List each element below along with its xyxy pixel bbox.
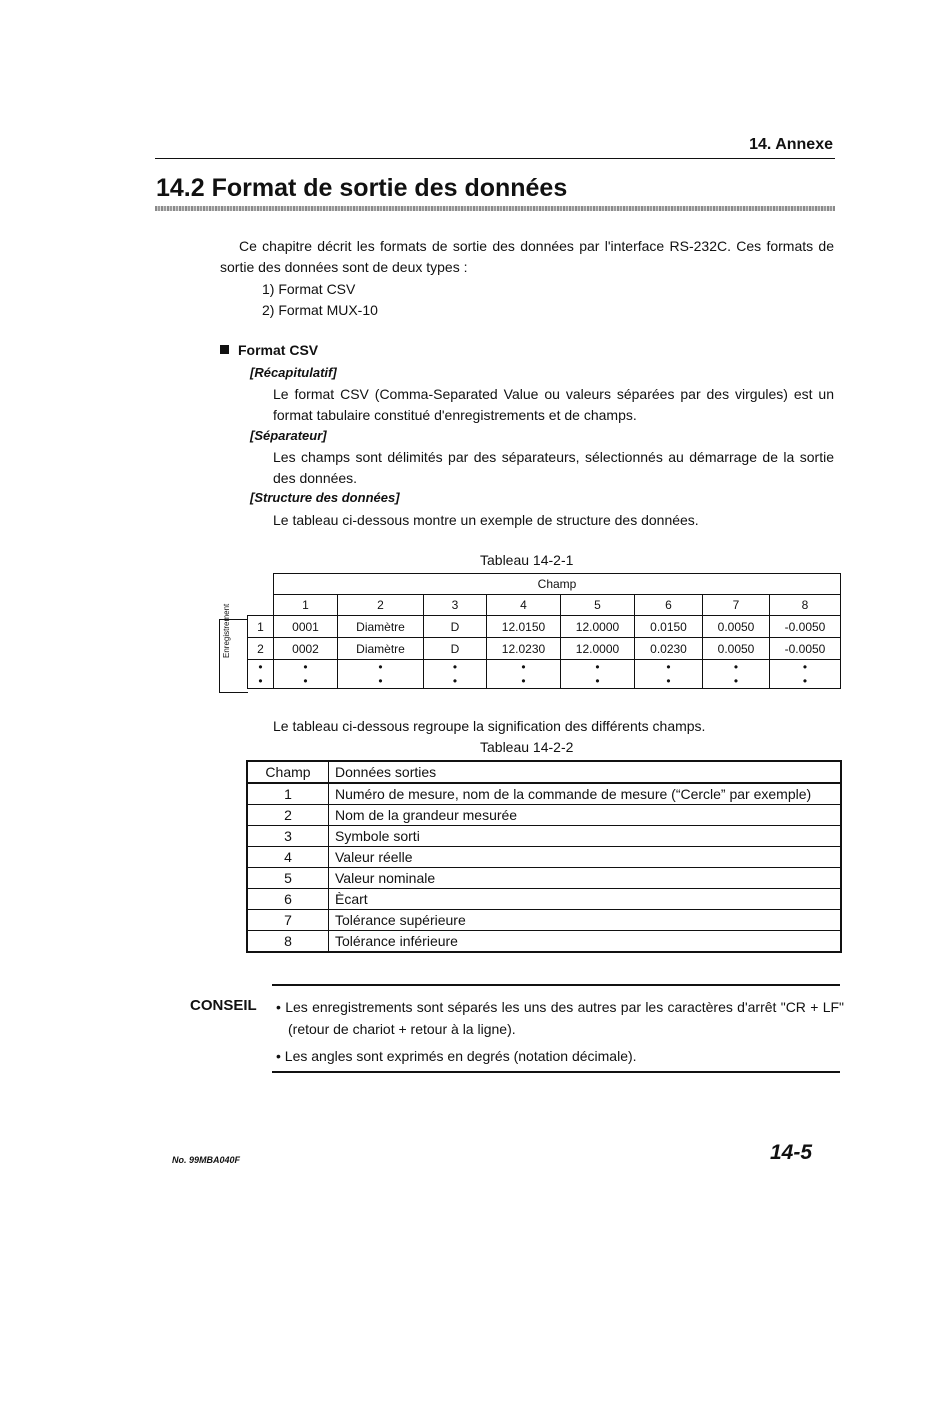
table-row (247, 868, 841, 889)
table-cell: 8 (247, 931, 329, 953)
title-underline (155, 206, 835, 211)
table-cell: 6 (247, 889, 329, 910)
table-cell: 3 (247, 826, 329, 847)
column-header: 5 (561, 595, 635, 616)
table1 (247, 573, 841, 689)
table-cell: Ècart (329, 889, 842, 910)
table-cell: -0.0050 (770, 616, 841, 638)
ellipsis-dot: • (424, 660, 487, 675)
table-row (247, 889, 841, 910)
tip-item: • Les angles sont exprimés en degrés (notation décimale). (276, 1048, 637, 1064)
ellipsis-dot: • (561, 674, 635, 689)
format-list (262, 279, 378, 321)
ellipsis-dot: • (248, 660, 274, 675)
column-header: 8 (770, 595, 841, 616)
table-cell: 0.0050 (703, 638, 770, 660)
ellipsis-dot: • (561, 660, 635, 675)
column-header: 2 (338, 595, 424, 616)
table-cell: Tolérance inférieure (329, 931, 842, 953)
table-row (248, 638, 841, 660)
table-cell: 12.0000 (561, 638, 635, 660)
recap-title: [Récapitulatif] (250, 365, 337, 380)
table-cell: 5 (247, 868, 329, 889)
list-item: 1) Format CSV (262, 281, 356, 297)
ellipsis-dot: • (770, 674, 841, 689)
table-row (247, 847, 841, 868)
table-cell: 4 (247, 847, 329, 868)
table-cell: 0002 (274, 638, 338, 660)
document-number: No. 99MBA040F (172, 1155, 241, 1165)
ellipsis-dot: • (248, 674, 274, 689)
table-cell: 12.0000 (561, 616, 635, 638)
tip-item: • Les enregistrements sont séparés les uns des autres par les caractères d'arrêt "CR + LF" (retour de chariot + retour à la ligne). (276, 999, 844, 1037)
table-row (247, 805, 841, 826)
table-cell: 12.0150 (487, 616, 561, 638)
conseil-label: CONSEIL (190, 997, 257, 1014)
record-number: 1 (248, 616, 274, 638)
column-header: 6 (635, 595, 703, 616)
table-cell: 12.0230 (487, 638, 561, 660)
section-title: 14.2 Format de sortie des données (156, 174, 568, 202)
table-row (247, 783, 841, 805)
table-cell: 0.0150 (635, 616, 703, 638)
table-cell: 1 (247, 783, 329, 805)
table-cell: D (424, 638, 487, 660)
table2-caption: Tableau 14-2-2 (480, 739, 574, 755)
intro-paragraph: Ce chapitre décrit les formats de sortie des données par l'interface RS-232C. Ces formats de sortie des données sont de deux types : (220, 238, 834, 275)
csv-heading-text: Format CSV (238, 342, 319, 358)
recap-text: Le format CSV (Comma-Separated Value ou valeurs séparées par des virgules) est un format tabulaire constitué d'enregistrements et de champs. (273, 386, 834, 423)
column-header: 1 (274, 595, 338, 616)
table-cell: 0.0230 (635, 638, 703, 660)
csv-heading (220, 342, 318, 358)
ellipsis-dot: • (635, 660, 703, 675)
table-row (247, 931, 841, 953)
table1-caption: Tableau 14-2-1 (480, 552, 574, 568)
table-cell: 0001 (274, 616, 338, 638)
separator-title: [Séparateur] (250, 428, 327, 443)
table2 (246, 760, 842, 953)
table-cell: Diamètre (338, 638, 424, 660)
chapter-header: 14. Annexe (749, 136, 833, 153)
ellipsis-dot: • (703, 660, 770, 675)
record-number: 2 (248, 638, 274, 660)
ellipsis-dot: • (635, 674, 703, 689)
table-cell: Symbole sorti (329, 826, 842, 847)
record-label: Enregistrement (222, 603, 231, 658)
square-bullet-icon (220, 345, 229, 354)
table-cell: 2 (247, 805, 329, 826)
table-row (248, 660, 841, 675)
page-number: 14-5 (770, 1141, 813, 1164)
table-cell: -0.0050 (770, 638, 841, 660)
structure-title: [Structure des données] (250, 490, 400, 505)
table-cell: 7 (247, 910, 329, 931)
ellipsis-dot: • (703, 674, 770, 689)
ellipsis-dot: • (424, 674, 487, 689)
table-cell: Valeur réelle (329, 847, 842, 868)
table-row (248, 674, 841, 689)
table-row (247, 826, 841, 847)
separator-text: Les champs sont délimités par des séparateurs, sélectionnés au démarrage de la sortie des données. (273, 449, 834, 486)
column-header: Champ (247, 761, 329, 783)
ellipsis-dot: • (338, 674, 424, 689)
table-cell: 0.0050 (703, 616, 770, 638)
table-cell: Tolérance supérieure (329, 910, 842, 931)
ellipsis-dot: • (274, 660, 338, 675)
table-cell: Valeur nominale (329, 868, 842, 889)
ellipsis-dot: • (770, 660, 841, 675)
column-header: 4 (487, 595, 561, 616)
header-rule (155, 158, 835, 159)
table2-intro: Le tableau ci-dessous regroupe la signification des différents champs. (273, 718, 706, 734)
table-cell: Diamètre (338, 616, 424, 638)
column-header: 3 (424, 595, 487, 616)
table-cell: Nom de la grandeur mesurée (329, 805, 842, 826)
table-row (248, 616, 841, 638)
ellipsis-dot: • (487, 660, 561, 675)
ellipsis-dot: • (487, 674, 561, 689)
conseil-top-rule (272, 984, 840, 986)
conseil-bottom-rule (272, 1071, 840, 1073)
column-header: 7 (703, 595, 770, 616)
ellipsis-dot: • (338, 660, 424, 675)
table-row (247, 910, 841, 931)
table-cell: Numéro de mesure, nom de la commande de mesure (“Cercle” par exemple) (329, 783, 842, 805)
champ-header: Champ (274, 574, 841, 595)
ellipsis-dot: • (274, 674, 338, 689)
structure-text: Le tableau ci-dessous montre un exemple de structure des données. (273, 512, 699, 528)
table-cell: D (424, 616, 487, 638)
record-label-cell (219, 603, 248, 693)
list-item: 2) Format MUX-10 (262, 302, 378, 318)
column-header: Données sorties (329, 761, 842, 783)
